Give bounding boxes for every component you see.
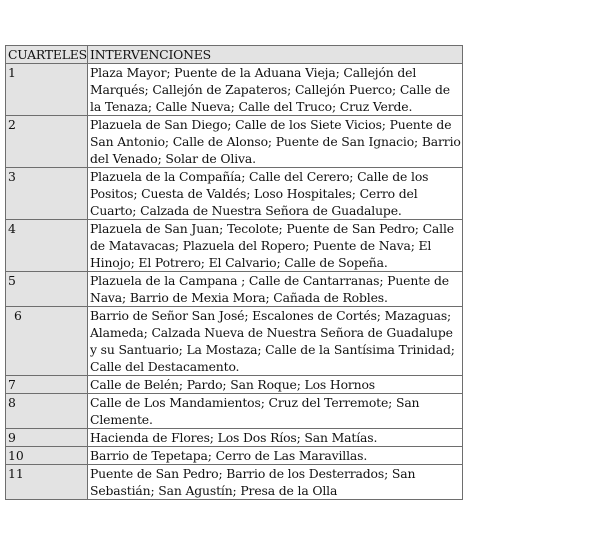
intervenciones-cell: Hacienda de Flores; Los Dos Ríos; San Matías. bbox=[88, 429, 463, 447]
cuartel-number: 11 bbox=[6, 465, 88, 500]
table-row bbox=[6, 447, 463, 465]
cuartel-number: 3 bbox=[6, 168, 88, 220]
table-row bbox=[6, 64, 463, 116]
table-row bbox=[6, 376, 463, 394]
header-row bbox=[6, 46, 463, 64]
table-row bbox=[6, 272, 463, 307]
intervenciones-cell: Plaza Mayor; Puente de la Aduana Vieja; Callejón del Marqués; Callejón de Zapateros; Callejón Puerco; Calle de la Tenaza; Calle Nueva; Calle del Truco; Cruz Verde. bbox=[88, 64, 463, 116]
table-row bbox=[6, 168, 463, 220]
cuartel-number: 5 bbox=[6, 272, 88, 307]
cuarteles-table bbox=[5, 45, 463, 500]
cuartel-number: 10 bbox=[6, 447, 88, 465]
intervenciones-cell: Barrio de Señor San José; Escalones de Cortés; Mazaguas; Alameda; Calzada Nueva de Nuestra Señora de Guadalupe y su Santuario; La Mostaza; Calle de la Santísima Trinidad; Calle del Destacamento. bbox=[88, 307, 463, 376]
cuartel-number: 6 bbox=[6, 307, 88, 376]
intervenciones-cell: Barrio de Tepetapa; Cerro de Las Maravillas. bbox=[88, 447, 463, 465]
header-cuarteles: CUARTELES bbox=[6, 46, 88, 64]
cuartel-number: 9 bbox=[6, 429, 88, 447]
cuartel-number: 7 bbox=[6, 376, 88, 394]
intervenciones-cell: Calle de Belén; Pardo; San Roque; Los Hornos bbox=[88, 376, 463, 394]
intervenciones-cell: Plazuela de la Compañía; Calle del Cerero; Calle de los Positos; Cuesta de Valdés; Loso Hospitales; Cerro del Cuarto; Calzada de Nuestra Señora de Guadalupe. bbox=[88, 168, 463, 220]
intervenciones-cell: Plazuela de la Campana ; Calle de Cantarranas; Puente de Nava; Barrio de Mexia Mora; Cañada de Robles. bbox=[88, 272, 463, 307]
header-intervenciones: INTERVENCIONES bbox=[88, 46, 463, 64]
table-row bbox=[6, 394, 463, 429]
intervenciones-cell: Calle de Los Mandamientos; Cruz del Terremote; San Clemente. bbox=[88, 394, 463, 429]
cuartel-number: 8 bbox=[6, 394, 88, 429]
table-row bbox=[6, 307, 463, 376]
table-row bbox=[6, 220, 463, 272]
table-row bbox=[6, 429, 463, 447]
table-row bbox=[6, 465, 463, 500]
cuartel-number: 4 bbox=[6, 220, 88, 272]
intervenciones-cell: Plazuela de San Diego; Calle de los Siete Vicios; Puente de San Antonio; Calle de Alonso; Puente de San Ignacio; Barrio del Venado; Solar de Oliva. bbox=[88, 116, 463, 168]
intervenciones-cell: Plazuela de San Juan; Tecolote; Puente de San Pedro; Calle de Matavacas; Plazuela del Ropero; Puente de Nava; El Hinojo; El Potrero; El Calvario; Calle de Sopeña. bbox=[88, 220, 463, 272]
intervenciones-cell: Puente de San Pedro; Barrio de los Desterrados; San Sebastián; San Agustín; Presa de la Olla bbox=[88, 465, 463, 500]
cuartel-number: 1 bbox=[6, 64, 88, 116]
table-row bbox=[6, 116, 463, 168]
cuartel-number: 2 bbox=[6, 116, 88, 168]
